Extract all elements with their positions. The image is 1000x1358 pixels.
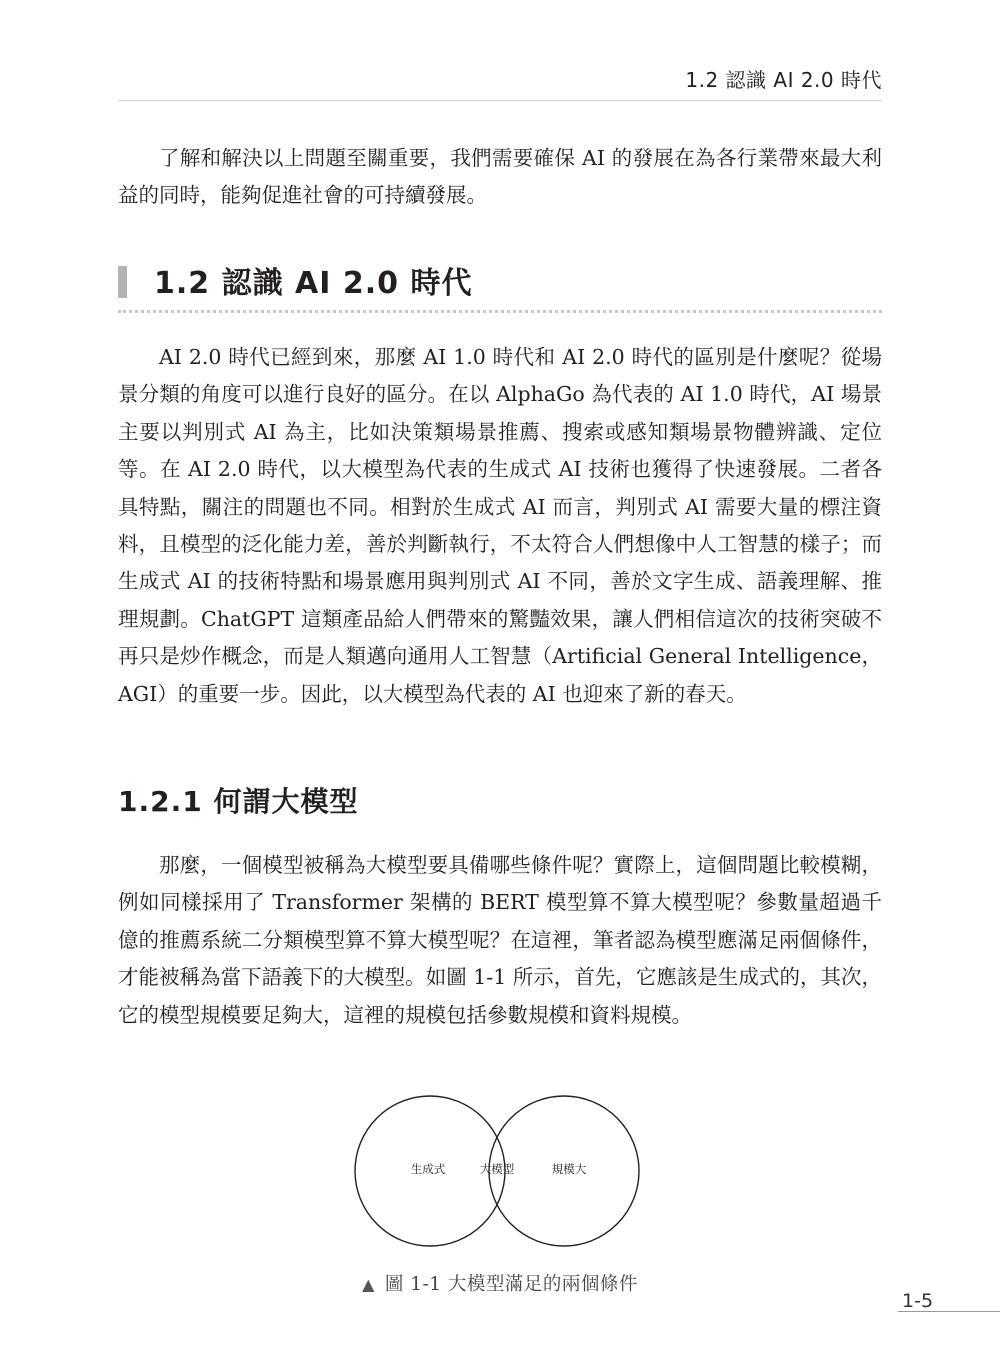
intro-paragraph: 了解和解決以上問題至關重要，我們需要確保 AI 的發展在為各行業帶來最大利益的同時，能夠促進社會的可持續發展。 bbox=[118, 146, 882, 208]
section-title: 1.2 認識 AI 2.0 時代 bbox=[154, 266, 473, 301]
venn-diagram-figure bbox=[340, 1086, 660, 1266]
page-number: 1-5 bbox=[902, 1290, 934, 1312]
caption-text: 圖 1-1 大模型滿足的兩個條件 bbox=[384, 1274, 638, 1295]
subsection-paragraph: 那麼，一個模型被稱為大模型要具備哪些條件呢？實際上，這個問題比較模糊，例如同樣採用了 Transformer 架構的 BERT 模型算不算大模型呢？參數量超過千億的推薦系統二分類模型算不算大模型呢？在這裡，筆者認為模型應滿足兩個條件，才能被稱為當下語義下的大模型。如圖 1-1 所示，首先，它應該是生成式的，其次，它的模型規模要足夠大，這裡的規模包括參數規模和資料規模。 bbox=[118, 853, 882, 1027]
header-divider bbox=[118, 100, 882, 101]
heading-marker-bar bbox=[118, 266, 127, 298]
page-number-divider bbox=[898, 1311, 1000, 1312]
caption-triangle-icon: ▲ bbox=[362, 1275, 375, 1294]
venn-diagram bbox=[340, 1086, 660, 1266]
venn-left-label: 生成式 bbox=[410, 1162, 446, 1176]
section-heading bbox=[118, 258, 882, 304]
figure-caption bbox=[0, 1270, 1000, 1296]
subsection-title: 1.2.1 何謂大模型 bbox=[118, 785, 359, 818]
section-dotted-divider bbox=[118, 310, 882, 313]
section-paragraph: AI 2.0 時代已經到來，那麼 AI 1.0 時代和 AI 2.0 時代的區別是什麼呢？從場景分類的角度可以進行良好的區分。在以 AlphaGo 為代表的 AI 1.0 時代，AI 場景主要以判別式 AI 為主，比如決策類場景推薦、搜索或感知類場景物體辨識、定位等。在 AI 2.0 時代，以大模型為代表的生成式 AI 技術也獲得了快速發展。二者各具特點，關注的問題也不同。相對於生成式 AI 而言，判別式 AI 需要大量的標注資料，且模型的泛化能力差，善於判斷執行，不太符合人們想像中人工智慧的樣子；而生成式 AI 的技術特點和場景應用與判別式 AI 不同，善於文字生成、語義理解、推理規劃。ChatGPT 這類產品給人們帶來的驚豔效果，讓人們相信這次的技術突破不再只是炒作概念，而是人類邁向通用人工智慧（Artificial General Intelligence，AGI）的重要一步。因此，以大模型為代表的 AI 也迎來了新的春天。 bbox=[118, 345, 882, 706]
running-header: 1.2 認識 AI 2.0 時代 bbox=[685, 68, 882, 92]
venn-center-label: 大模型 bbox=[479, 1162, 515, 1176]
venn-right-label: 規模大 bbox=[551, 1162, 587, 1176]
